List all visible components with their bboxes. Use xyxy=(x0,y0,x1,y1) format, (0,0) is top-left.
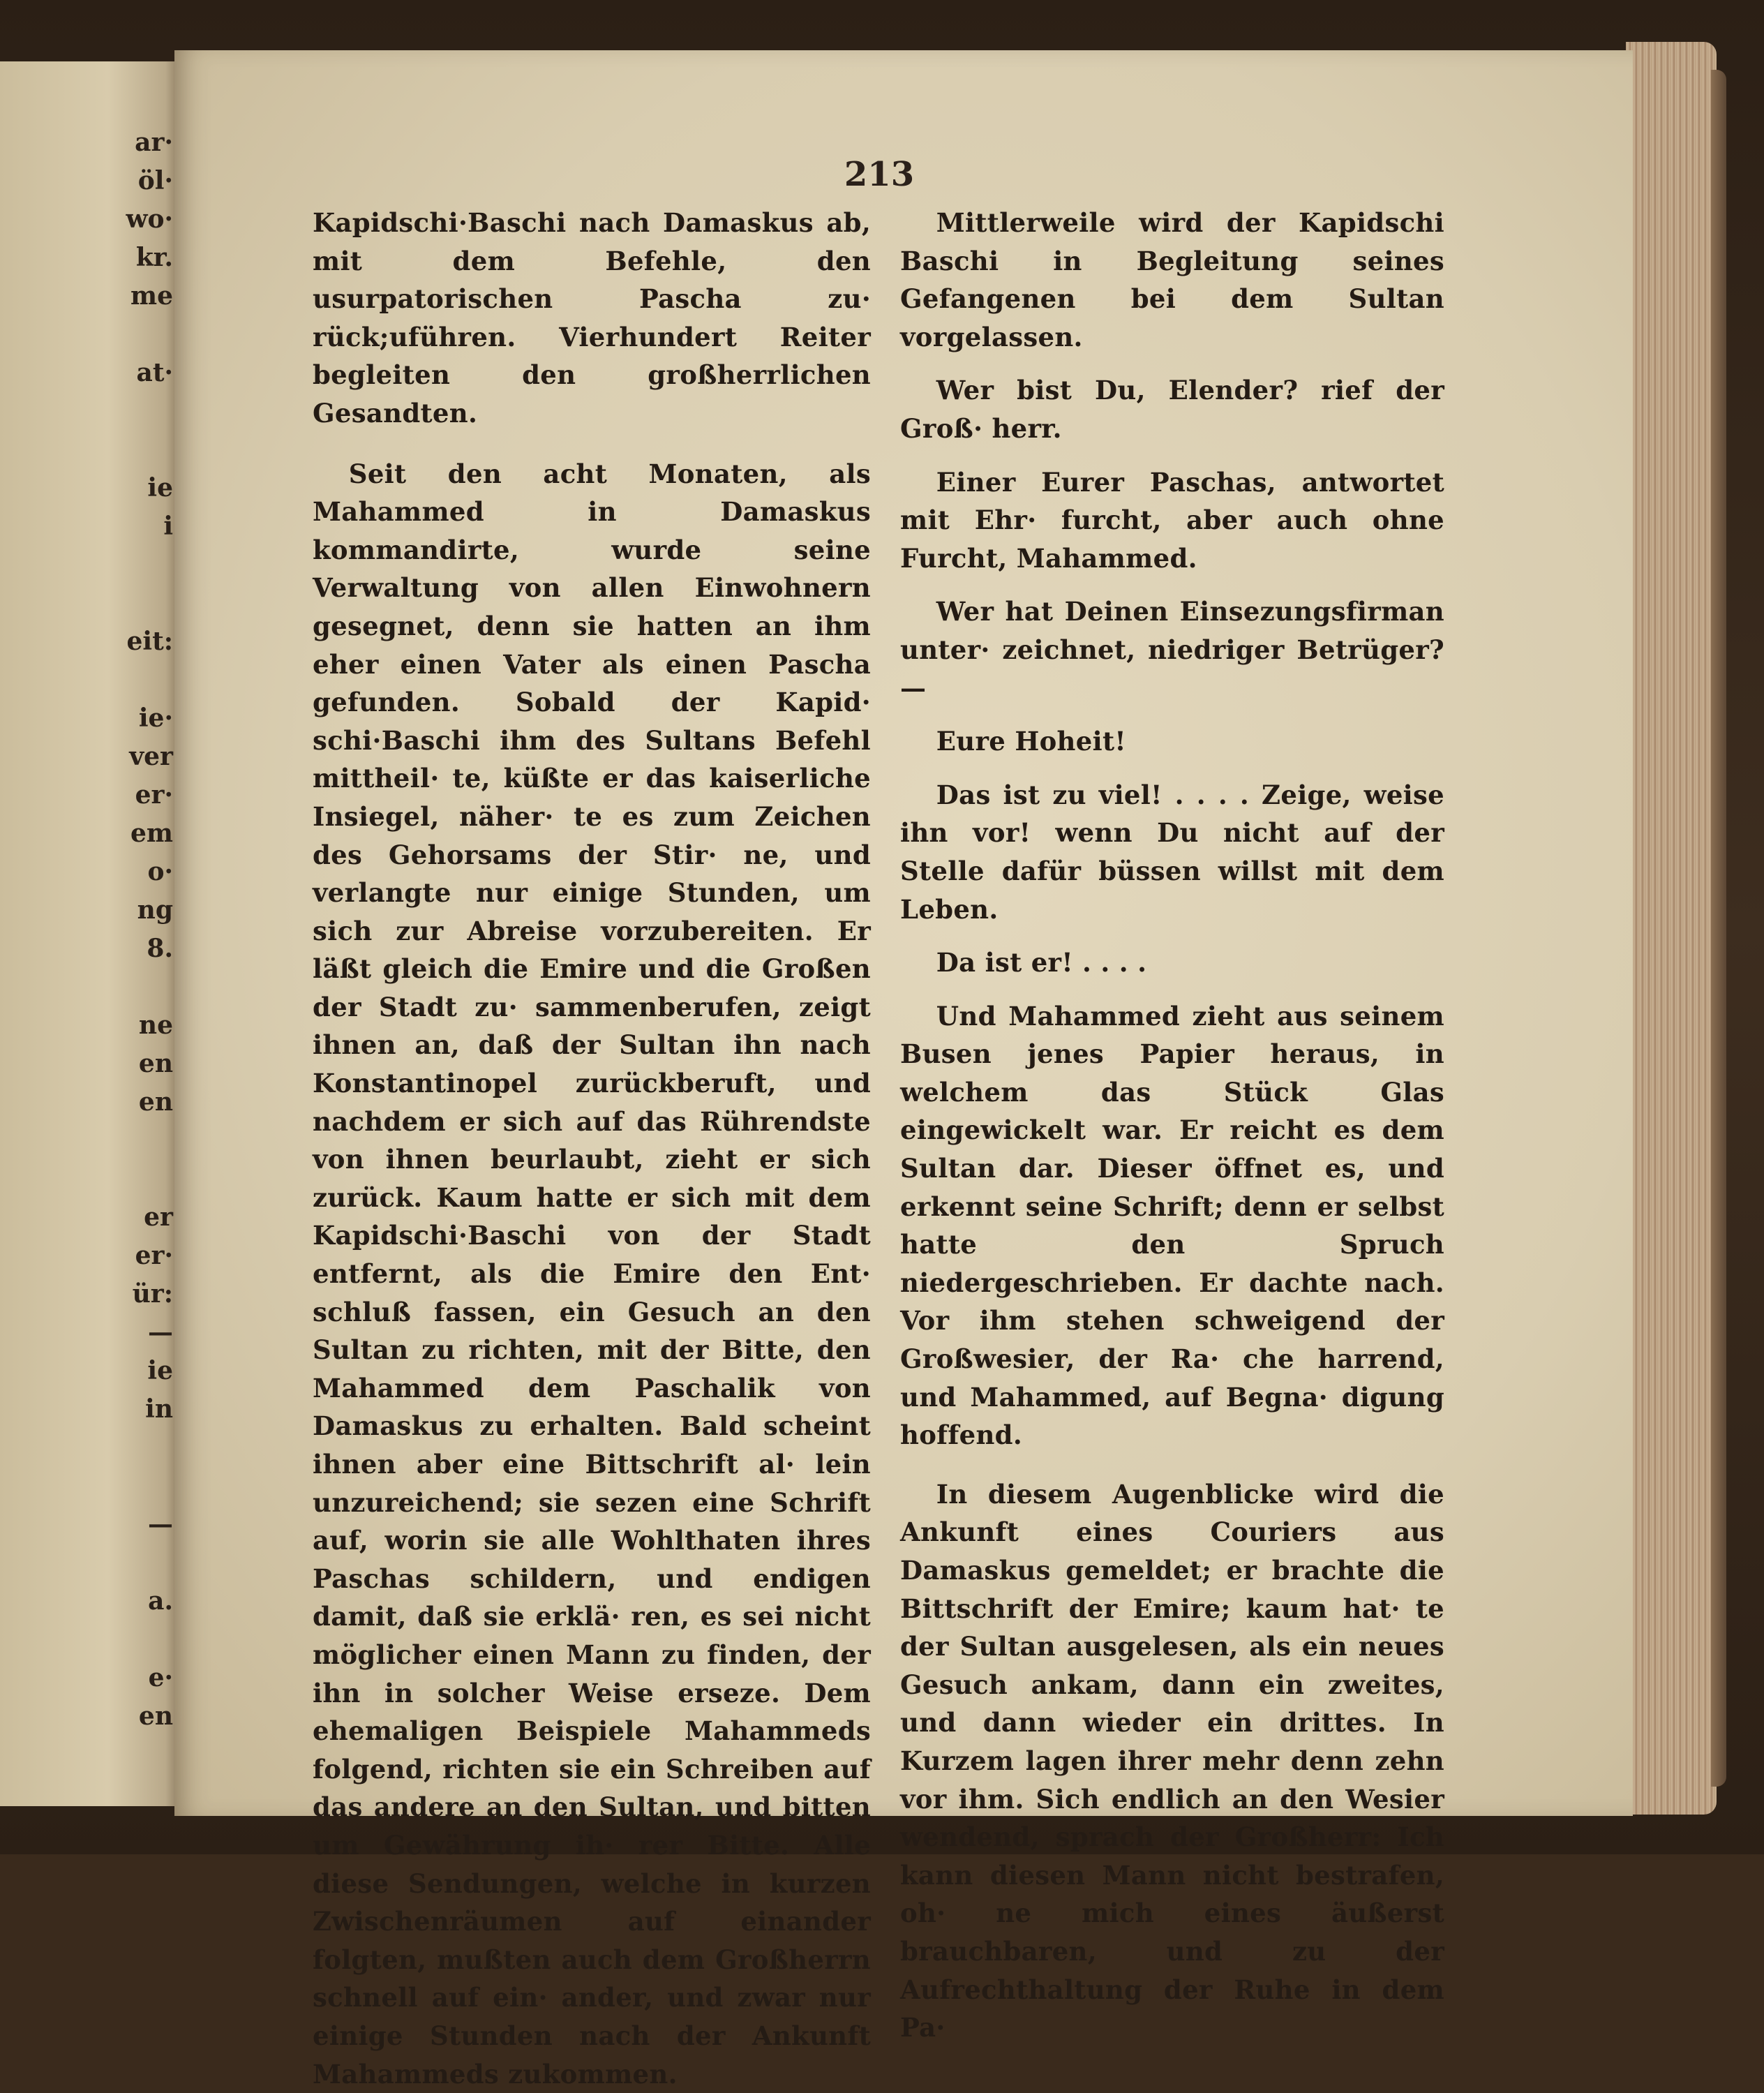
right-paragraph-5: Eure Hoheit! xyxy=(936,726,1126,757)
left-margin-fragment: en xyxy=(138,1049,173,1078)
left-margin-fragment: i xyxy=(163,512,173,541)
left-margin-fragment: er xyxy=(144,1202,173,1232)
left-margin-fragment: er· xyxy=(135,780,173,810)
left-margin-fragment: me xyxy=(130,281,173,311)
right-paragraph-4: Wer hat Deinen Einsezungsfirman unter· zeichnet, niedriger Betrüger? — xyxy=(900,596,1444,703)
left-paragraph-2: Seit den acht Monaten, als Mahammed in Damaskus kommandirte, wurde seine Verwaltung von allen Einwohnern gesegnet, denn sie hatten an ihm eher einen Vater als einen Pascha gefunden. Sobald der Kapid· schi·Baschi ihm des Sultans Befehl mittheil· te, küßte er das kaiserliche Insiegel, näher· te es zum Zeichen des Gehorsams der Stir· ne, und verlangte nur einige Stunden, um sich zur Abreise vorzubereiten. Er läßt gleich die Emire und die Großen der Stadt zu· sammenberufen, zeigt ihnen an, daß der Sultan ihn nach Konstantinopel zurückberuft, und nachdem er sich auf das Rührendste von ihnen beurlaubt, zieht er sich zurück. Kaum hatte er sich mit dem Kapidschi·Baschi von der Stadt entfernt, als die Emire den Ent· schluß fassen, ein Gesuch an den Sultan zu richten, mit der Bitte, den Mahammed dem Paschalik von Damaskus zu erhalten. Bald scheint ihnen aber eine Bittschrift al· lein unzureichend; sie sezen eine Schrift auf, worin sie alle Wohlthaten ihres Paschas schildern, und endigen damit, daß sie erklä· ren, es sei nicht möglicher einen Mann zu finden, der ihn in solcher Weise erseze. Dem ehemaligen Beispiele Mahammeds folgend, richten sie ein Schreiben auf das andere an den Sultan, und bitten um Gewährung ih· rer Bitte. Alle diese Sendungen, welche in kurzen Zwischenräumen auf einander folgten, mußten auch dem Großherrn schnell auf ein· ander, und zwar nur einige Stunden nach der Ankunft Mahammeds zukommen. xyxy=(313,458,871,2090)
right-paragraph-2: Wer bist Du, Elender? rief der Groß· herr. xyxy=(900,375,1444,444)
right-paragraph-6: Das ist zu viel! . . . . Zeige, weise ihn vor! wenn Du nicht auf der Stelle dafür büssen willst mit dem Leben. xyxy=(900,779,1444,925)
page-number: 213 xyxy=(844,155,915,194)
left-margin-fragment: em xyxy=(130,819,173,848)
left-margin-fragment: ür: xyxy=(132,1279,173,1309)
left-margin-fragment: er· xyxy=(135,1241,173,1270)
left-margin-fragment: eit: xyxy=(126,627,173,656)
right-paragraph-7: Da ist er! . . . . xyxy=(936,947,1147,978)
left-margin-fragment: a. xyxy=(148,1586,173,1616)
left-margin-fragment: ar· xyxy=(135,128,173,157)
right-paragraph-3: Einer Eurer Paschas, antwortet mit Ehr· furcht, aber auch ohne Furcht, Mahammed. xyxy=(900,466,1444,574)
left-margin-fragment: ne xyxy=(138,1011,173,1040)
left-margin-fragment: en xyxy=(138,1087,173,1117)
left-margin-fragment: o· xyxy=(147,857,173,886)
left-page-edge xyxy=(0,61,180,1806)
left-margin-fragment: — xyxy=(148,1510,173,1539)
left-margin-fragment: ver xyxy=(129,742,173,771)
left-margin-fragment: öl· xyxy=(137,166,173,195)
left-margin-fragment: in xyxy=(145,1394,173,1424)
left-margin-fragment: e· xyxy=(148,1663,173,1692)
left-margin-fragment: ng xyxy=(137,895,173,925)
book-page-edges xyxy=(1626,42,1717,1815)
left-margin-fragment: ie xyxy=(147,1356,173,1385)
right-paragraph-8: Und Mahammed zieht aus seinem Busen jenes Papier heraus, in welchem das Stück Glas eingewickelt war. Er reicht es dem Sultan dar. Dieser öffnet es, und erkennt seine Schrift; denn er selbst hatte den Spruch niedergeschrieben. Er dachte nach. Vor ihm stehen schweigend der Großwesier, der Ra· che harrend, und Mahammed, auf Begna· digung hoffend. xyxy=(900,1000,1444,1451)
left-margin-fragment: en xyxy=(138,1701,173,1731)
right-paragraph-9: In diesem Augenblicke wird die Ankunft eines Couriers aus Damaskus gemeldet; er brachte die Bittschrift der Emire; kaum hat· te der Sultan ausgelesen, als ein neues Gesuch ankam, dann ein zweites, und dann wieder ein drittes. In Kurzem lagen ihrer mehr denn zehn vor ihm. Sich endlich an den Wesier wendend, sprach der Großherr: Ich kann diesen Mann nicht bestrafen, oh· ne mich eines äußerst brauchbaren, und zu der Aufrechthaltung der Ruhe in dem Pa· xyxy=(900,1478,1444,2043)
left-margin-fragment: ie· xyxy=(138,703,173,733)
left-margin-fragment: — xyxy=(148,1318,173,1347)
left-margin-fragment: 8. xyxy=(147,934,173,963)
right-text-column xyxy=(900,204,1444,2068)
left-paragraph-1: Kapidschi·Baschi nach Damaskus ab, mit dem Befehle, den usurpatorischen Pascha zu· rück;uführen. Vierhundert Reiter begleiten den großherrlichen Gesandten. xyxy=(313,207,871,429)
right-paragraph-1: Mittlerweile wird der Kapidschi Baschi in Begleitung seines Gefangenen bei dem Sultan vorgelassen. xyxy=(900,207,1444,352)
left-margin-fragment: ie xyxy=(147,473,173,502)
left-margin-fragment: kr. xyxy=(135,243,173,272)
left-margin-fragment: wo· xyxy=(126,204,173,234)
left-text-column xyxy=(313,204,871,2093)
left-margin-fragment: at· xyxy=(136,358,173,387)
